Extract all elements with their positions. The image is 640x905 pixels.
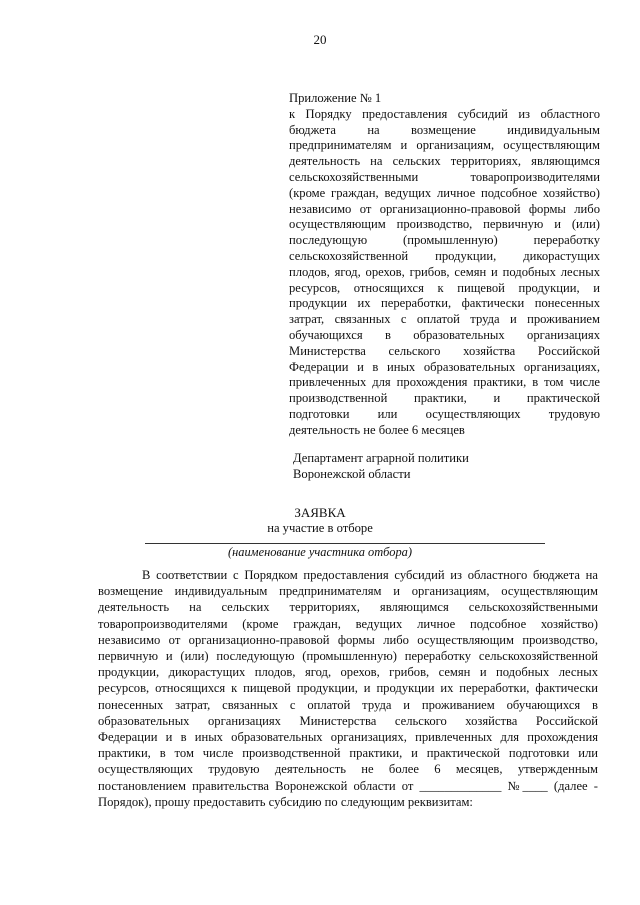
appendix-line: деятельность не более 6 месяцев — [289, 422, 465, 437]
appendix-line: Федерации и в иных образовательных организациях, — [289, 359, 600, 374]
addressee — [293, 450, 469, 482]
appendix-line: предпринимателям и организациям, осуществляющим — [289, 138, 600, 153]
body-line: понесенных затрат, связанных с оплатой труда и проживанием обучающихся в — [98, 697, 598, 712]
appendix-line: подготовки или осуществляющих трудовую — [289, 406, 600, 421]
participant-name-field[interactable] — [145, 543, 545, 544]
body-line: независимо от организационно-правовой формы либо осуществляющим производство, — [98, 632, 598, 647]
appendix-line: обучающихся в образовательных организациях — [289, 327, 600, 342]
request-body — [98, 567, 598, 810]
department-name: Департамент аграрной политики — [293, 451, 469, 465]
appendix-line: ресурсов, относящихся к пищевой продукции, и — [289, 280, 600, 295]
request-subtitle: на участие в отборе — [267, 521, 373, 535]
appendix-line: сельскохозяйственной продукции, дикорастущих — [289, 248, 600, 263]
body-line: Порядок), прошу предоставить субсидию по следующим реквизитам: — [98, 794, 473, 809]
page-number: 20 — [313, 32, 327, 47]
appendix-line: Министерства сельского хозяйства Российской — [289, 343, 600, 358]
appendix-line: продукции их переработки, фактически понесенных — [289, 296, 600, 311]
request-title: ЗАЯВКА — [294, 505, 346, 520]
body-line: осуществляющих трудовую деятельность не более 6 месяцев, утвержденным — [98, 762, 598, 777]
appendix-line: последующую (промышленную) переработку — [289, 233, 600, 248]
appendix-header — [289, 91, 600, 439]
body-line: В соответствии с Порядком предоставления субсидий из областного бюджета на — [142, 568, 598, 582]
body-line: ресурсов, относящихся к пищевой продукции, и продукции их переработки, фактически — [98, 681, 598, 696]
appendix-line: осуществляющим производство, первичную и (или) — [289, 217, 600, 232]
body-line: деятельность на сельских территориях, являющимся сельскохозяйственными — [98, 600, 598, 615]
appendix-line: деятельность на сельских территориях, являющимся — [289, 154, 600, 169]
appendix-line: к Порядку предоставления субсидий из областного — [289, 106, 600, 121]
appendix-line: независимо от организационно-правовой формы либо — [289, 201, 600, 216]
appendix-title: Приложение № 1 — [289, 91, 382, 105]
body-line: товаропроизводителями (кроме граждан, ведущих личное подсобное хозяйство) — [98, 616, 598, 631]
appendix-line: затрат, связанных с оплатой труда и проживанием — [289, 312, 600, 327]
appendix-line: привлеченных для прохождения практики, в том числе — [289, 375, 600, 390]
body-line: первичную и (или) последующую (промышленную) переработку сельскохозяйственной — [98, 649, 598, 664]
appendix-line: плодов, ягод, орехов, грибов, семян и подобных лесных — [289, 264, 600, 279]
department-region: Воронежской области — [293, 467, 411, 481]
body-line: образовательных организациях Министерства сельского хозяйства Российской — [98, 713, 598, 728]
appendix-line: сельскохозяйственными товаропроизводителями — [289, 169, 600, 184]
body-line: возмещение индивидуальным предпринимателям и организациям, осуществляющим — [98, 584, 598, 599]
appendix-line: бюджета на возмещение индивидуальным — [289, 122, 600, 137]
appendix-line: (кроме граждан, ведущих личное подсобное хозяйство) — [289, 185, 600, 200]
body-line: практики, в том числе производственной практики, и практической подготовки или — [98, 746, 598, 761]
appendix-line: производственной практики, и практической — [289, 391, 600, 406]
body-line: Федерации и в иных образовательных организациях, привлеченных для прохождения — [98, 730, 598, 745]
body-line: постановлением правительства Воронежской области от _____________ №____ (далее - — [98, 778, 598, 793]
body-line: продукции, дикорастущих плодов, ягод, орехов, грибов, семян и подобных лесных — [98, 665, 598, 680]
participant-name-caption: (наименование участника отбора) — [228, 545, 412, 559]
